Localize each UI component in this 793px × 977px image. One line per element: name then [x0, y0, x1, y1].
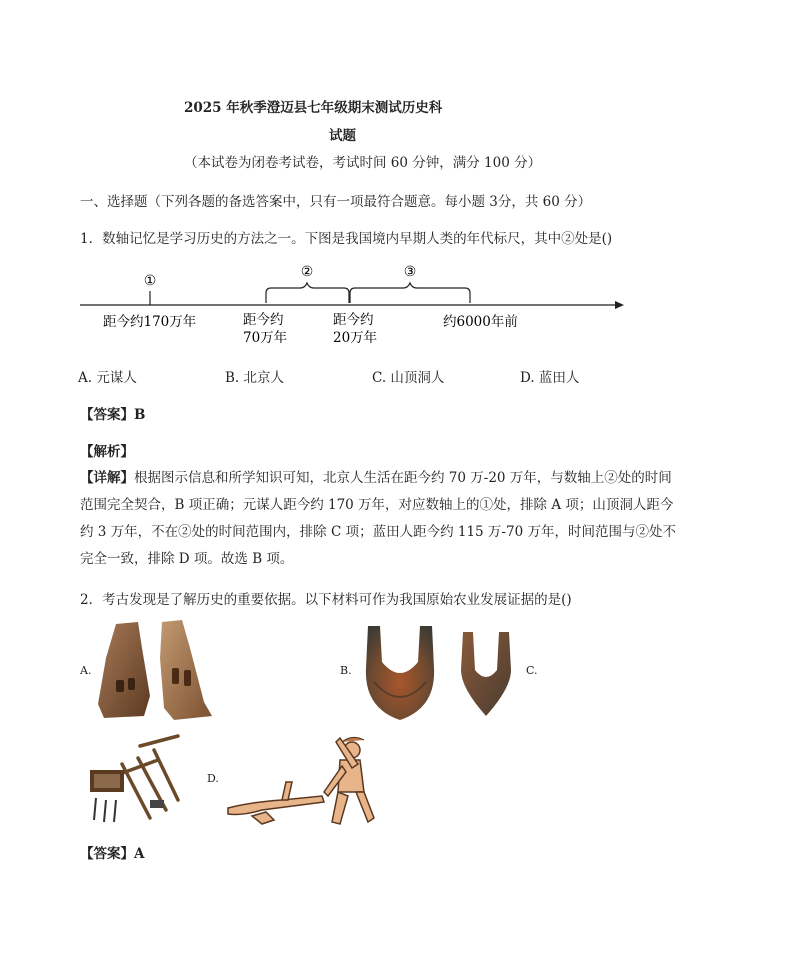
question-1-detail	[80, 465, 680, 573]
option-c: C. 山顶洞人	[372, 370, 445, 386]
bronze-tool-image	[360, 622, 440, 724]
timeline-label-1: 距今约170万年	[103, 314, 197, 330]
section-heading: 一、选择题（下列各题的备选答案中，只有一项最符合题意。每小题 3分，共 60 分）	[80, 194, 592, 210]
timeline-diagram	[0, 255, 793, 355]
stone-spade-image	[94, 618, 214, 722]
option-a: A. 元谋人	[78, 370, 137, 386]
timeline-marker-3: ③	[403, 264, 417, 280]
exam-note: （本试卷为闭卷考试卷，考试时间 60 分钟，满分 100 分）	[184, 155, 542, 171]
timeline-label-2-line2: 70万年	[243, 330, 288, 346]
detail-tag: 【详解】	[80, 470, 134, 486]
question-1-answer: 【答案】B	[80, 407, 146, 423]
option-d: D. 蓝田人	[520, 370, 580, 386]
ox-plough-farmer-image	[222, 730, 382, 830]
timeline-label-3-line2: 20万年	[333, 330, 378, 346]
timeline-label-2-line1: 距今约	[243, 312, 284, 328]
question-1-stem: 1．数轴记忆是学习历史的方法之一。下图是我国境内早期人类的年代标尺，其中②处是()	[80, 231, 613, 247]
timeline-label-4: 约6000年前	[443, 314, 518, 330]
detail-text: 根据图示信息和所学知识可知，北京人生活在距今约 70 万-20 万年，与数轴上②处的时间范围完全契合，B 项正确；元谋人距今约 170 万年，对应数轴上的①处，排除 A 项；山顶洞人距今约 3 万年，不在②处的时间范围内，排除 C 项；蓝田人距今约 115 万-70 万年，时间范围与②处不完全一致，排除 D 项。故选 B 项。	[80, 470, 676, 567]
timeline-marker-2: ②	[300, 264, 314, 280]
timeline-label-3-line1: 距今约	[333, 312, 374, 328]
exam-title-line2: 试题	[329, 128, 356, 144]
question-2-stem: 2．考古发现是了解历史的重要依据。以下材料可作为我国原始农业发展证据的是()	[80, 592, 572, 608]
spade-shaped-tool-image	[455, 630, 517, 718]
wooden-plough-model-image	[80, 728, 182, 828]
q2-option-b-label: B.	[340, 664, 352, 677]
timeline-marker-1: ①	[143, 273, 157, 289]
question-2-answer: 【答案】A	[80, 846, 145, 862]
q2-option-d-label: D.	[207, 772, 219, 785]
analysis-heading: 【解析】	[80, 444, 134, 460]
exam-title: 2025 年秋季澄迈县七年级期末测试历史科	[184, 100, 443, 116]
q2-option-a-label: A.	[80, 664, 92, 677]
q2-option-c-label: C.	[526, 664, 538, 677]
option-b: B. 北京人	[225, 370, 285, 386]
